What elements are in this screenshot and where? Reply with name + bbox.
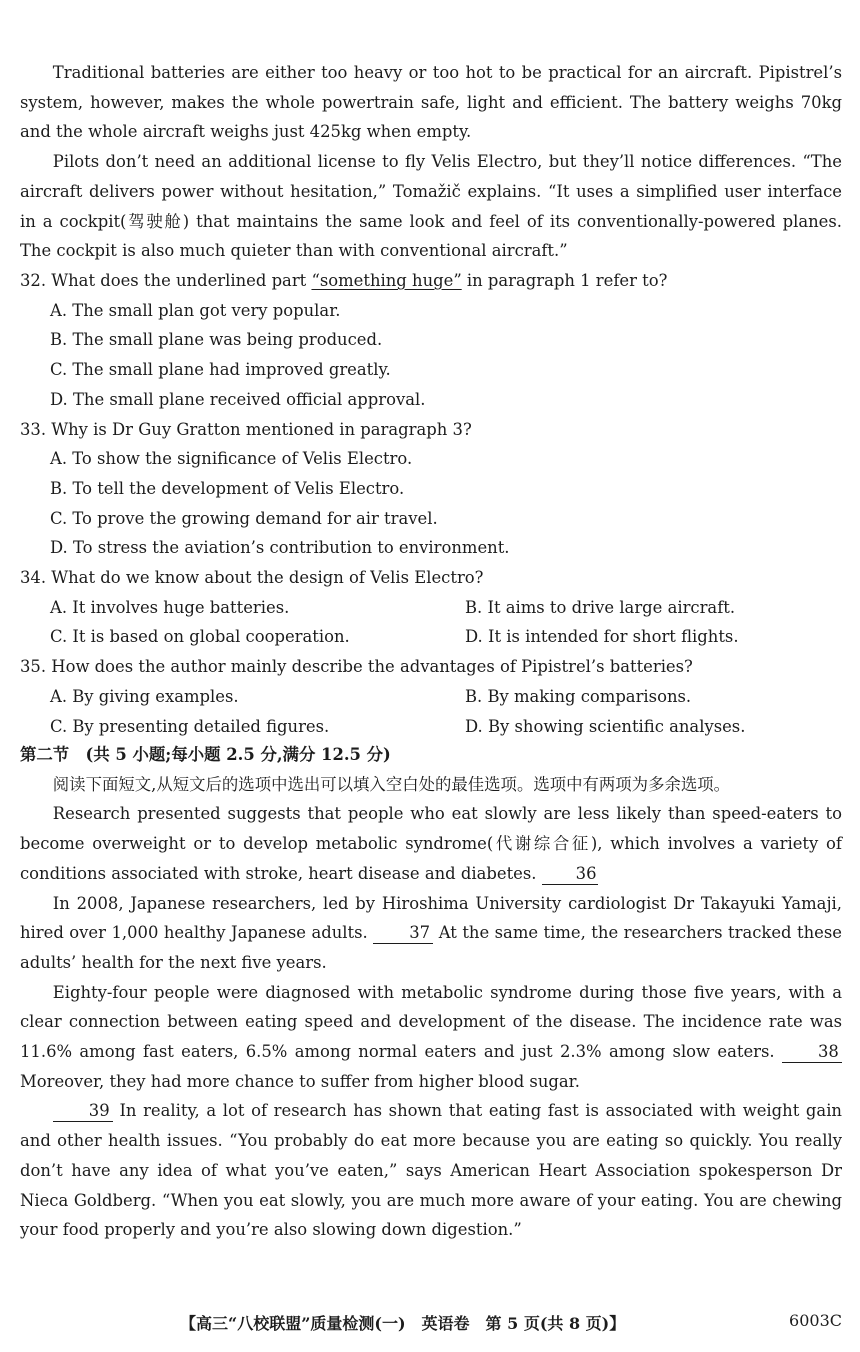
paragraph-text: Moreover, they had more chance to suffer from higher blood sugar.: [20, 1071, 580, 1091]
question-list: [20, 266, 842, 741]
section-instructions: 阅读下面短文,从短文后的选项中选出可以填入空白处的最佳选项。选项中有两项为多余选项。: [52, 774, 731, 794]
question-stem: [20, 266, 842, 296]
blank-39: 39: [53, 1101, 113, 1122]
option-d: D. By showing scientific analyses.: [465, 716, 746, 736]
option-a: A. By giving examples.: [50, 686, 239, 706]
option-c: C. By presenting detailed figures.: [50, 716, 330, 736]
paragraph-text: Eighty-four people were diagnosed with metabolic syndrome during those five years, with a clear connection between eating speed and development of the disease. The incidence rate was 11.6% among fast eaters, 6.5% among normal eaters and just 2.3% among slow eaters.: [20, 982, 842, 1062]
option-d: D. The small plane received official approval.: [50, 389, 426, 409]
option-a: A. It involves huge batteries.: [50, 597, 290, 617]
question-32: [20, 266, 842, 415]
blank-36: 36: [542, 864, 598, 885]
option-b: B. By making comparisons.: [465, 686, 692, 706]
stem-text: 32. What does the underlined part: [20, 271, 312, 290]
paragraph-text: In 2008, Japanese researchers, led by Hiroshima University cardiologist Dr Takayuki Yamaji, hired over 1,000 healthy Japanese adults.: [20, 893, 842, 943]
option-c: C. To prove the growing demand for air travel.: [50, 508, 438, 528]
footer-text: 【高三“八校联盟”质量检测(一) 英语卷 第 5 页(共 8 页)】: [180, 1314, 626, 1333]
passage-paragraph: Pilots don’t need an additional license to fly Velis Electro, but they’ll notice differences. “The aircraft delivers power without hesitation,” Tomažič explains. “It uses a simplified user interface in a cockpit(驾驶舱) that maintains the same look and feel of its conventionally-powered planes. The cockpit is also much quieter than with conventional aircraft.”: [20, 152, 842, 261]
option-a: A. To show the significance of Velis Electro.: [50, 449, 413, 469]
cloze-paragraph-4: [20, 1096, 842, 1245]
question-33: [20, 415, 842, 564]
reading-passage-end: [20, 58, 842, 266]
question-34: [20, 563, 842, 652]
question-35: [20, 652, 842, 741]
page-footer: [20, 1311, 842, 1335]
option-c: C. It is based on global cooperation.: [50, 627, 350, 647]
option-row: [20, 622, 842, 652]
cloze-paragraph-3: [20, 978, 842, 1097]
section-heading: 第二节 (共 5 小题;每小题 2.5 分,满分 12.5 分): [20, 745, 391, 764]
option-d: D. To stress the aviation’s contribution to environment.: [50, 538, 510, 558]
question-stem: 34. What do we know about the design of Velis Electro?: [20, 568, 484, 588]
option-b: B. The small plane was being produced.: [50, 330, 383, 350]
option-d: D. It is intended for short flights.: [465, 627, 739, 647]
option-c: C. The small plane had improved greatly.: [50, 360, 391, 380]
paper-code: 6003C: [789, 1311, 842, 1330]
paragraph-text: In reality, a lot of research has shown that eating fast is associated with weight gain and other health issues. “You probably do eat more because you are eating so quickly. You really don’t have any idea of what you’ve eaten,” says American Heart Association spokesperson Dr Nieca Goldberg. “When you eat slowly, you are much more aware of your eating. You are chewing your food properly and you’re also slowing down digestion.”: [20, 1101, 842, 1240]
option-row: [20, 682, 842, 712]
section-2: [20, 740, 842, 1245]
stem-text: in paragraph 1 refer to?: [461, 271, 668, 290]
passage-paragraph: Traditional batteries are either too heavy or too hot to be practical for an aircraft. Pipistrel’s system, however, makes the whole powertrain safe, light and efficient. The battery weighs 70kg and the whole aircraft weighs just 425kg when empty.: [20, 63, 842, 142]
option-row: [20, 593, 842, 623]
paragraph-text: At the same time, the researchers tracked these adults’ health for the next five years.: [20, 923, 842, 972]
cloze-paragraph-2: [20, 889, 842, 978]
option-b: B. It aims to drive large aircraft.: [465, 597, 736, 617]
question-stem: 35. How does the author mainly describe the advantages of Pipistrel’s batteries?: [20, 657, 693, 677]
option-b: B. To tell the development of Velis Electro.: [50, 478, 405, 498]
blank-37: 37: [373, 923, 433, 944]
cloze-paragraph-1: [20, 799, 842, 888]
paragraph-text: Research presented suggests that people who eat slowly are less likely than speed-eaters to become overweight or to develop metabolic syndrome(代谢综合征), which involves a variety of conditions associated with stroke, heart disease and diabetes.: [20, 804, 842, 883]
option-row: [20, 712, 842, 742]
blank-38: 38: [782, 1042, 842, 1063]
option-a: A. The small plan got very popular.: [50, 300, 341, 320]
underlined-phrase: “something huge”: [311, 271, 462, 290]
question-stem: 33. Why is Dr Guy Gratton mentioned in paragraph 3?: [20, 419, 472, 439]
